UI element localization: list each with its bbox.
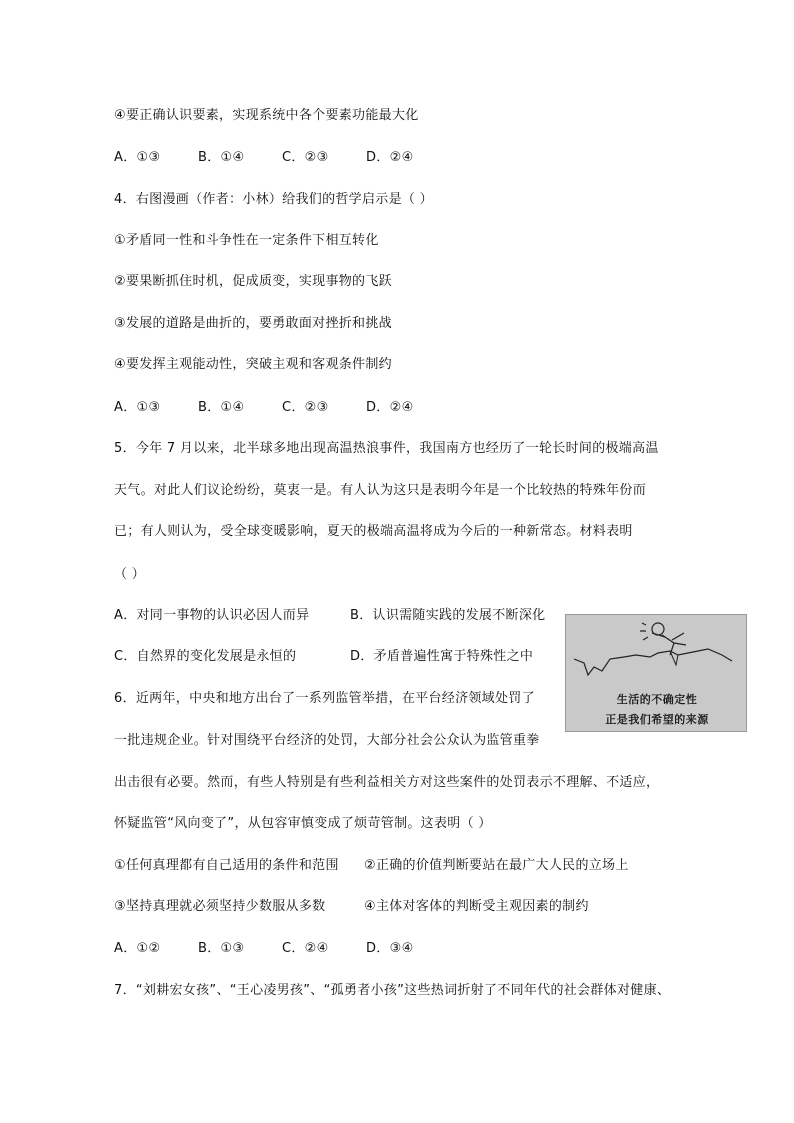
q6-choice-c: C．②④ — [282, 941, 329, 956]
q6-choices — [114, 940, 414, 958]
q5-line-3: 已；有人则认为，受全球变暖影响，夏天的极端高温将成为今后的一种新常态。材料表明 — [114, 524, 633, 539]
jumping-figure — [640, 623, 686, 655]
q4-option-1: ①矛盾同一性和斗争性在一定条件下相互转化 — [114, 233, 379, 248]
q7-line-1: 7．“刘耕宏女孩”、“王心凌男孩”、“孤勇者小孩”这些热词折射了不同年代的社会群体对健康、 — [114, 983, 671, 998]
q6-options-12 — [114, 857, 629, 875]
q4-option-2: ②要果断抓住时机，促成质变，实现事物的飞跃 — [114, 274, 392, 289]
cartoon-image — [565, 614, 747, 732]
q4-option-4: ④要发挥主观能动性，突破主观和客观条件制约 — [114, 357, 392, 372]
q6-line-1: 6．近两年，中央和地方出台了一系列监管举措，在平台经济领域处罚了 — [114, 691, 535, 706]
q4-choice-d: D．②④ — [366, 400, 414, 415]
q6-line-2: 一批违规企业。针对围绕平台经济的处罚，大部分社会公众认为监管重拳 — [114, 733, 540, 748]
q4-stem: 4．右图漫画（作者：小林）给我们的哲学启示是（ ） — [114, 192, 433, 207]
q3-option-4: ④要正确认识要素，实现系统中各个要素功能最大化 — [114, 108, 419, 123]
q4-choice-a: A．①③ — [114, 400, 161, 415]
q6-line-4: 怀疑监管“风向变了”，从包容审慎变成了烦苛管制。这表明（ ） — [114, 816, 492, 831]
q5-choice-a: A．对同一事物的认识必因人而异 — [114, 608, 310, 623]
q6-option-3: ③坚持真理就必须坚持少数服从多数 — [114, 899, 326, 914]
q5-choices-cd — [114, 648, 533, 666]
q3-choice-c: C．②③ — [282, 150, 329, 165]
q6-options-34 — [114, 898, 589, 916]
q3-choice-a: A．①③ — [114, 150, 161, 165]
q6-choice-b: B．①③ — [198, 941, 245, 956]
q5-line-4: （ ） — [114, 567, 146, 582]
q5-choices-ab — [114, 607, 545, 625]
q5-choice-d: D．矛盾普遍性寓于特殊性之中 — [350, 649, 534, 664]
q4-choices — [114, 399, 414, 417]
q3-choice-d: D．②④ — [366, 150, 414, 165]
q4-option-3: ③发展的道路是曲折的，要勇敢面对挫折和挑战 — [114, 316, 392, 331]
q4-choice-c: C．②③ — [282, 400, 329, 415]
cliff-line — [574, 649, 732, 675]
q4-choice-b: B．①④ — [198, 400, 245, 415]
cartoon-caption-1: 生活的不确定性 — [616, 693, 698, 706]
q6-choice-d: D．③④ — [366, 941, 414, 956]
q6-option-1: ①任何真理都有自己适用的条件和范围 — [114, 858, 339, 873]
q5-line-2: 天气。对此人们议论纷纷，莫衷一是。有人认为这只是表明今年是一个比较热的特殊年份而 — [114, 483, 647, 498]
cartoon-caption-2: 正是我们希望的来源 — [605, 713, 709, 726]
q5-line-1: 5．今年 7 月以来，北半球多地出现高温热浪事件，我国南方也经历了一轮长时间的极端高温 — [114, 441, 659, 456]
q6-choice-a: A．①② — [114, 941, 161, 956]
q6-option-4: ④主体对客体的判断受主观因素的制约 — [364, 899, 589, 914]
q5-choice-c: C．自然界的变化发展是永恒的 — [114, 649, 297, 664]
q3-choice-b: B．①④ — [198, 150, 245, 165]
q5-choice-b: B．认识需随实践的发展不断深化 — [350, 608, 546, 623]
q6-option-2: ②正确的价值判断要站在最广大人民的立场上 — [364, 858, 629, 873]
q3-choices — [114, 149, 414, 167]
q6-line-3: 出击很有必要。然而，有些人特别是有些利益相关方对这些案件的处罚表示不理解、不适应， — [114, 775, 660, 790]
